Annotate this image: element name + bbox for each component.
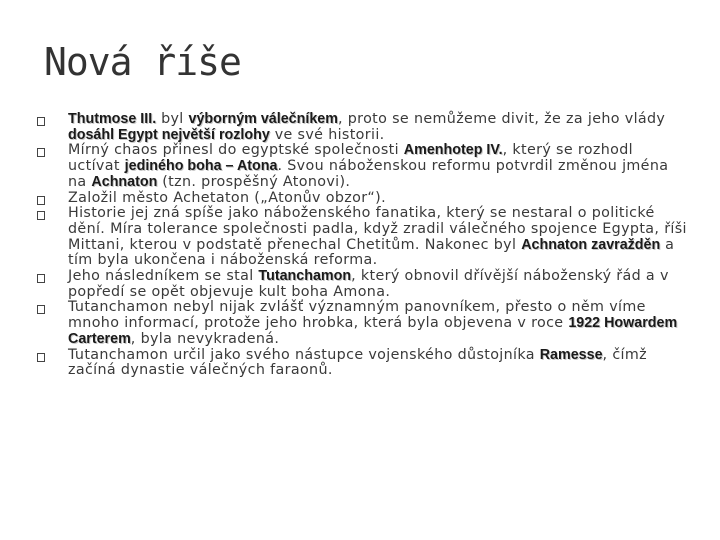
text-run: (tzn. prospěšný Atonovi). — [157, 173, 351, 190]
emphasis-text: Amenhotep IV. — [403, 142, 503, 159]
emphasis-text: 1922 Howardem Carterem — [68, 315, 678, 347]
slide-title: Nová říše — [44, 40, 241, 84]
text-run: , proto se nemůžeme divit, že za jeho vlády — [337, 111, 666, 127]
bullet-marker-icon — [37, 117, 45, 126]
emphasis-text: Ramesse — [539, 346, 603, 363]
text-run: Mírný chaos přinesl do egyptské společnosti — [68, 142, 404, 159]
emphasis-text: Achnaton — [91, 173, 158, 190]
bullet-item — [37, 112, 687, 143]
bullet-item — [37, 191, 687, 207]
bullet-marker-icon — [37, 211, 45, 220]
bullet-item — [37, 206, 687, 269]
text-run: byl — [156, 111, 189, 127]
bullet-item — [37, 348, 687, 379]
text-run: Historie jej zná spíše jako náboženského fanatika, který se nestaral o politické dění. Míra tolerance společnosti padla, když zradil válečného spojence Egypta, říši Mittani, kterou v podstatě přenechal Chetitům. Nakonec byl — [68, 205, 687, 253]
bullet-text — [68, 269, 687, 300]
text-run: Založil město Achetaton („Atonův obzor“). — [68, 189, 386, 206]
text-run: . Svou náboženskou reformu potvrdil změnou jména na — [68, 158, 669, 190]
text-run: Tutanchamon nebyl nijak zvlášť významným panovníkem, přesto o něm víme mnoho informací, protože jeho hrobka, která byla objevena v roce — [68, 299, 646, 332]
bullet-item — [37, 143, 687, 190]
bullet-marker-icon — [37, 196, 45, 205]
bullet-text — [68, 191, 687, 207]
emphasis-text: Achnaton zavražděn — [521, 236, 661, 253]
bullet-item — [37, 269, 687, 300]
bullet-marker-icon — [37, 353, 45, 362]
emphasis-text: Thutmose III. — [68, 111, 157, 127]
text-run: Tutanchamon určil jako svého nástupce vojenského důstojníka — [68, 346, 540, 363]
emphasis-text: jediného boha – Atona — [124, 158, 278, 175]
bullet-marker-icon — [37, 305, 45, 314]
text-run: , který se rozhodl uctívat — [68, 142, 633, 175]
text-run: ve své historii. — [269, 126, 385, 143]
bullet-text — [68, 112, 687, 143]
bullet-text — [68, 143, 687, 190]
bullet-marker-icon — [37, 274, 45, 283]
bullet-text — [68, 300, 687, 347]
emphasis-text: Tutanchamon — [258, 268, 352, 285]
bullet-text — [68, 206, 687, 269]
bullet-marker-icon — [37, 148, 45, 157]
emphasis-text: dosáhl Egypt největší rozlohy — [68, 126, 270, 143]
text-run: , který obnovil dřívější náboženský řád a v popředí se opět objevuje kult boha Amona. — [68, 268, 669, 300]
emphasis-text: výborným válečníkem — [188, 111, 338, 127]
text-run: Jeho následníkem se stal — [68, 268, 259, 285]
bullet-list — [37, 112, 687, 379]
bullet-item — [37, 300, 687, 347]
text-run: , čímž začíná dynastie válečných faraonů. — [68, 346, 647, 379]
text-run: , byla nevykradená. — [130, 330, 280, 347]
bullet-text — [68, 348, 687, 379]
text-run: a tím byla ukončena i náboženská reforma. — [68, 236, 675, 269]
